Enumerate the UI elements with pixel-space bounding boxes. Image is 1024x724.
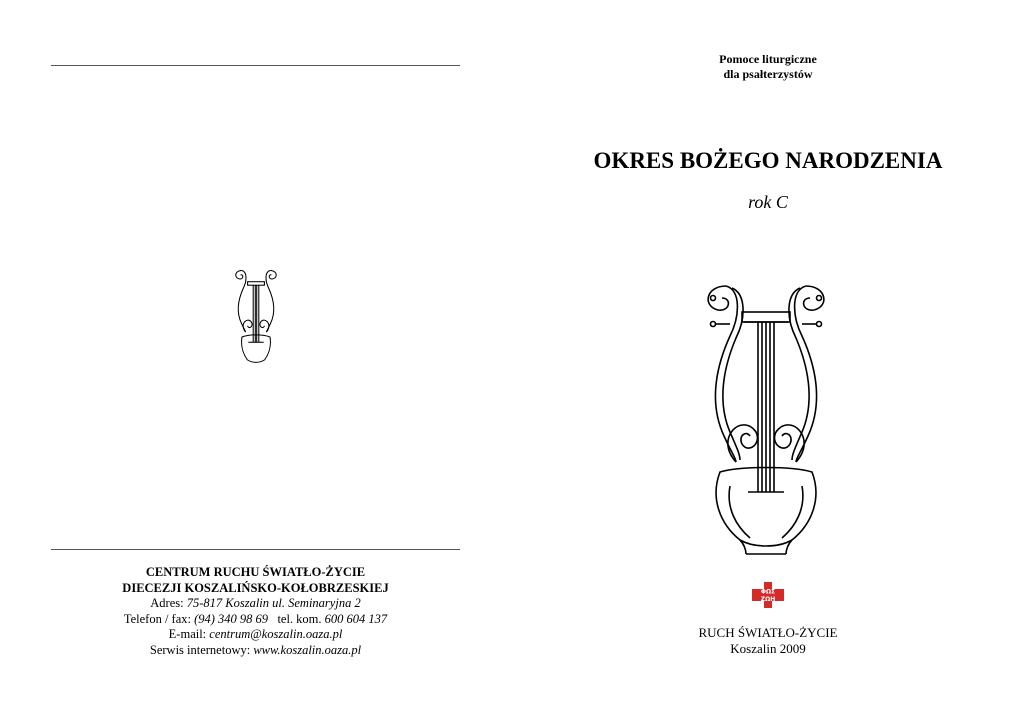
lyre-icon xyxy=(696,276,836,556)
publisher-block xyxy=(640,625,896,656)
lyre-icon xyxy=(229,267,283,365)
mobile-label: tel. kom. xyxy=(268,611,325,626)
page-title: OKRES BOŻEGO NARODZENIA xyxy=(593,148,943,173)
logo-text-top: ΦΩΣ xyxy=(760,588,776,596)
address-line xyxy=(51,596,460,612)
header-block xyxy=(668,52,868,82)
page-subtitle: rok C xyxy=(748,192,788,212)
bottom-divider xyxy=(51,549,460,550)
phone-value: (94) 340 98 69 xyxy=(194,611,269,626)
logo-text-bottom: ΖΩΗ xyxy=(760,596,776,603)
contact-block xyxy=(51,565,460,659)
web-line xyxy=(51,643,460,659)
website-link[interactable]: www.koszalin.oaza.pl xyxy=(253,642,362,657)
swiatlo-zycie-logo xyxy=(751,581,785,609)
publisher-place-year: Koszalin 2009 xyxy=(730,640,806,656)
header-line1: Pomoce liturgiczne xyxy=(719,52,817,66)
phone-line xyxy=(51,612,460,628)
mobile-value: 600 604 137 xyxy=(324,611,388,626)
address-value: 75-817 Koszalin ul. Seminaryjna 2 xyxy=(186,596,361,611)
top-divider xyxy=(51,65,460,66)
email-label: E-mail: xyxy=(168,627,210,642)
publisher-name: RUCH ŚWIATŁO-ŻYCIE xyxy=(698,625,838,640)
org-name-line1: CENTRUM RUCHU ŚWIATŁO-ŻYCIE xyxy=(145,565,366,579)
org-name-line2: DIECEZJI KOSZALIŃSKO-KOŁOBRZESKIEJ xyxy=(122,580,389,595)
email-link[interactable]: centrum@koszalin.oaza.pl xyxy=(209,627,343,642)
email-line xyxy=(51,627,460,643)
header-line2: dla psałterzystów xyxy=(723,67,813,81)
web-label: Serwis internetowy: xyxy=(149,642,254,657)
address-label: Adres: xyxy=(150,596,187,611)
phone-label: Telefon / fax: xyxy=(123,611,195,626)
